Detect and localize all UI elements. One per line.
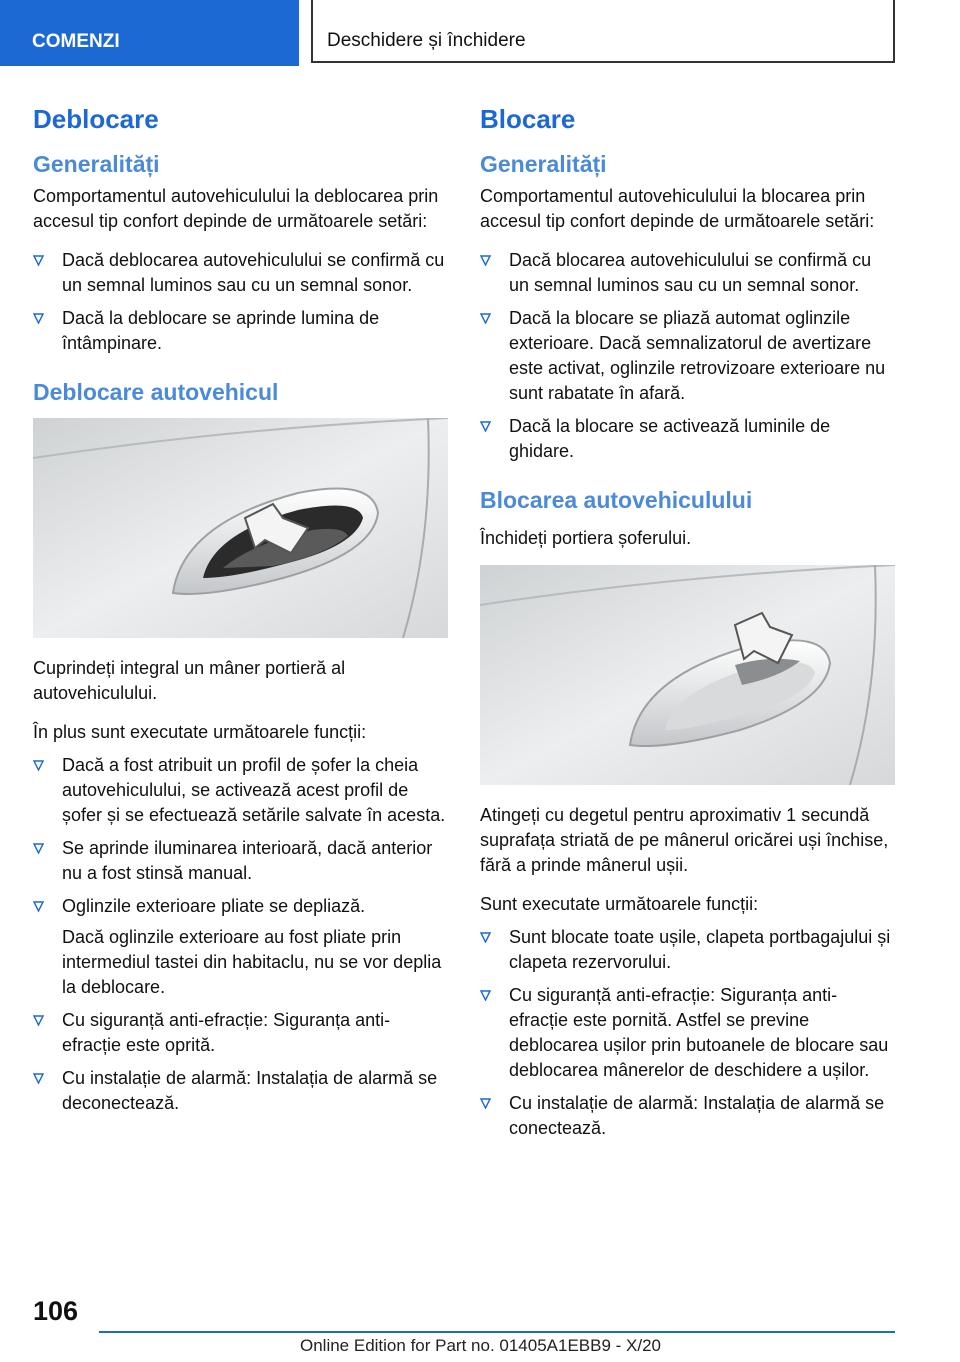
list-item <box>480 414 895 464</box>
page-header <box>0 0 960 66</box>
list-item-text: Se aprinde iluminarea interioară, dacă anterior nu a fost stinsă manual. <box>62 838 433 883</box>
triangle-bullet-icon <box>33 313 44 324</box>
paragraph: Comportamentul autovehiculului la blocarea prin accesul tip confort depinde de următoarele setări: <box>480 186 875 231</box>
figure-caption: Cuprindeți integral un mâner portieră al autovehiculului. <box>33 658 346 703</box>
bullet-list <box>480 925 895 1141</box>
list-item <box>480 248 895 298</box>
list-item <box>33 1066 448 1116</box>
heading-general-unlock: Generalități <box>33 151 160 177</box>
triangle-bullet-icon <box>33 760 44 771</box>
paragraph: Sunt executate următoarele funcții: <box>480 894 759 914</box>
triangle-bullet-icon <box>33 255 44 266</box>
bullet-list <box>33 248 448 356</box>
list-item <box>33 836 448 886</box>
bullet-list <box>480 248 895 464</box>
heading-lock-vehicle: Blocarea autovehiculului <box>480 487 753 513</box>
list-item-text: Dacă deblocarea autovehiculului se confirmă cu un semnal luminos sau cu un semnal sonor. <box>62 250 445 295</box>
triangle-bullet-icon <box>33 901 44 912</box>
paragraph: În plus sunt executate următoarele funcții: <box>33 722 367 742</box>
paragraph: Comportamentul autovehiculului la deblocarea prin accesul tip confort depinde de următoarele setări: <box>33 186 439 231</box>
list-item-text: Dacă la deblocare se aprinde lumina de întâmpinare. <box>62 308 380 353</box>
list-item <box>480 1091 895 1141</box>
list-item <box>480 983 895 1083</box>
mirror-note: Dacă oglinzile exterioare au fost pliate prin intermediul tastei din habitaclu, nu se vor deplia la deblocare. <box>62 927 442 997</box>
section-title-lock: Blocare <box>480 104 576 134</box>
list-item <box>480 306 895 406</box>
list-item <box>33 306 448 356</box>
list-item-text: Sunt blocate toate ușile, clapeta portbagajului și clapeta rezervorului. <box>509 927 891 972</box>
list-item-text: Oglinzile exterioare pliate se depliază. <box>62 896 366 916</box>
edition-footer: Online Edition for Part no. 01405A1EBB9 - X/20 <box>300 1336 662 1355</box>
page-number: 106 <box>33 1296 79 1326</box>
triangle-bullet-icon <box>480 990 491 1001</box>
figure-caption: Atingeți cu degetul pentru aproximativ 1 secundă suprafața striată de pe mânerul oricărei uși închise, fără a prinde mânerul ușii. <box>480 805 889 875</box>
left-column <box>33 100 448 1130</box>
list-item-text: Dacă a fost atribuit un profil de șofer la cheia autovehiculului, se activează acest profil de șofer și se efectuează setările salvate în acesta. <box>62 755 446 825</box>
section-tab[interactable]: COMENZI <box>0 0 299 66</box>
triangle-bullet-icon <box>480 313 491 324</box>
triangle-bullet-icon <box>33 843 44 854</box>
list-item <box>480 925 895 975</box>
list-item <box>33 753 448 828</box>
right-column <box>480 100 895 1155</box>
door-handle-lock-illustration <box>480 565 895 785</box>
triangle-bullet-icon <box>33 1073 44 1084</box>
section-title-unlock: Deblocare <box>33 104 159 134</box>
triangle-bullet-icon <box>480 255 491 266</box>
chapter-title: Deschidere și închidere <box>311 0 895 63</box>
footer-divider <box>99 1331 895 1333</box>
list-item-text: Cu siguranță anti-efracție: Siguranța anti-efracție este pornită. Astfel se previne deblocarea ușilor prin butoanele de blocare sau deblocarea mânerelor de deschidere a ușilor. <box>509 985 889 1080</box>
list-item-text: Dacă la blocare se pliază automat oglinzile exterioare. Dacă semnalizatorul de avertizare este activat, oglinzile retrovizoare exterioare nu sunt rabatate în afară. <box>509 308 886 403</box>
heading-unlock-vehicle: Deblocare autovehicul <box>33 379 279 405</box>
bullet-list <box>33 753 448 919</box>
list-item <box>33 248 448 298</box>
door-handle-unlock-illustration <box>33 418 448 638</box>
list-item <box>33 894 448 919</box>
step-text: Închideți portiera șoferului. <box>480 528 692 548</box>
bullet-list <box>33 1008 448 1116</box>
list-item-text: Dacă blocarea autovehiculului se confirmă cu un semnal luminos sau cu un semnal sonor. <box>509 250 872 295</box>
heading-general-lock: Generalități <box>480 151 607 177</box>
list-item <box>33 1008 448 1058</box>
list-item-text: Dacă la blocare se activează luminile de ghidare. <box>509 416 831 461</box>
triangle-bullet-icon <box>33 1015 44 1026</box>
list-item-text: Cu siguranță anti-efracție: Siguranța anti-efracție este oprită. <box>62 1010 391 1055</box>
triangle-bullet-icon <box>480 421 491 432</box>
list-item-text: Cu instalație de alarmă: Instalația de alarmă se conectează. <box>509 1093 885 1138</box>
list-item-text: Cu instalație de alarmă: Instalația de alarmă se deconectează. <box>62 1068 438 1113</box>
triangle-bullet-icon <box>480 932 491 943</box>
triangle-bullet-icon <box>480 1098 491 1109</box>
